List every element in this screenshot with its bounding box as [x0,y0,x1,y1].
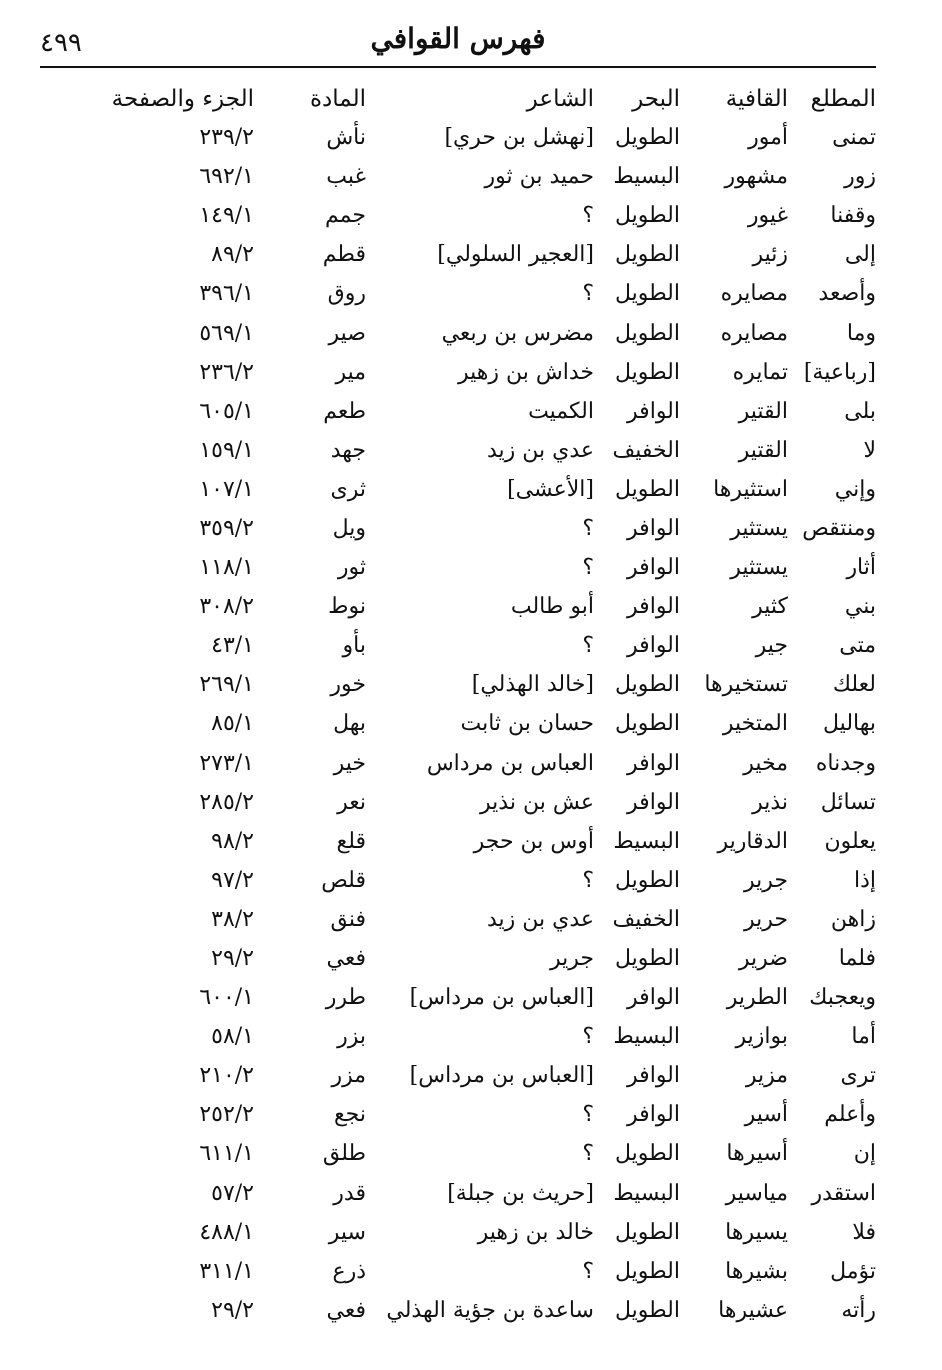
table-row [40,900,876,939]
column-header-root: المادة [310,86,366,112]
cell-poet: [العباس بن مرداس] [409,1063,594,1089]
cell-opening: بهاليل [823,711,876,737]
cell-rhyme: الطرير [726,985,788,1011]
table-body [40,118,876,1330]
cell-root: قلع [336,828,366,854]
cell-poet: [حريث بن جبلة] [447,1180,594,1206]
cell-rhyme: القتير [738,437,788,463]
cell-rhyme: حرير [744,906,788,932]
cell-root: بأو [342,633,366,659]
cell-root: خور [330,672,366,698]
cell-poet: أوس بن حجر [473,828,594,854]
cell-poet: حميد بن ثور [484,164,594,190]
cell-rhyme: بوازير [735,1024,788,1050]
cell-opening: رأته [841,1297,876,1323]
cell-rhyme: أسيرها [726,1141,788,1167]
cell-reference: ٢٦٩/١ [199,672,254,698]
cell-meter: الوافر [627,515,680,541]
cell-reference: ٢٧٣/١ [199,750,254,776]
cell-poet: ؟ [582,203,594,229]
cell-reference: ٨٩/٢ [211,242,254,268]
cell-root: قلص [321,867,366,893]
cell-reference: ٥٨/١ [211,1024,254,1050]
document-page [40,20,876,1350]
cell-rhyme: تستخيرها [704,672,788,698]
table-row [40,431,876,470]
cell-meter: الطويل [614,320,680,346]
table-row [40,1213,876,1252]
cell-reference: ٨٥/١ [211,711,254,737]
cell-poet: ؟ [582,1102,594,1128]
table-row [40,939,876,978]
table-row [40,118,876,157]
cell-poet: عدي بن زيد [486,437,594,463]
cell-poet: عدي بن زيد [486,906,594,932]
cell-rhyme: غيور [747,203,788,229]
cell-root: سير [328,1219,366,1245]
cell-poet: ؟ [582,1258,594,1284]
cell-opening: وإني [834,476,876,502]
cell-meter: الوافر [627,1102,680,1128]
table-row [40,1134,876,1173]
cell-rhyme: ضرير [738,946,788,972]
cell-root: روق [327,281,366,307]
cell-rhyme: كثير [752,594,788,620]
cell-root: ذرع [332,1258,366,1284]
cell-opening: إلى [844,242,876,268]
cell-opening: إذا [853,867,876,893]
cell-meter: الطويل [614,867,680,893]
column-header-opening: المطلع [810,86,876,112]
cell-meter: الوافر [627,789,680,815]
cell-poet: [العجير السلولي] [437,242,594,268]
cell-rhyme: يستثير [730,515,788,541]
cell-poet: حسان بن ثابت [460,711,594,737]
cell-opening: وقفنا [830,203,876,229]
cell-meter: الوافر [627,633,680,659]
table-row [40,1291,876,1330]
cell-opening: إن [853,1141,876,1167]
cell-opening: أما [851,1024,876,1050]
cell-reference: ٣٥٩/٢ [199,515,254,541]
cell-rhyme: مياسير [725,1180,788,1206]
cell-root: جهد [330,437,366,463]
cell-rhyme: نذير [752,789,788,815]
cell-opening: يعلون [824,828,876,854]
cell-poet: العباس بن مرداس [426,750,594,776]
cell-root: مير [335,359,366,385]
cell-poet: أبو طالب [510,594,594,620]
cell-opening: وما [846,320,876,346]
cell-rhyme: الدقارير [717,828,788,854]
cell-reference: ٦٠٥/١ [199,398,254,424]
cell-meter: الوافر [627,594,680,620]
cell-root: نجع [333,1102,366,1128]
cell-meter: الطويل [614,203,680,229]
cell-opening: ترى [840,1063,876,1089]
table-row [40,470,876,509]
cell-root: قدر [333,1180,366,1206]
cell-meter: الطويل [614,359,680,385]
cell-poet: ؟ [582,1024,594,1050]
cell-opening: لعلك [832,672,876,698]
header-rule [40,66,876,68]
column-header-poet: الشاعر [526,86,594,112]
cell-reference: ٦٩٢/١ [199,164,254,190]
cell-opening: استقدر [811,1180,876,1206]
cell-root: بهل [333,711,366,737]
cell-meter: الخفيف [612,906,680,932]
cell-opening: تسائل [820,789,876,815]
cell-root: نوط [328,594,366,620]
cell-reference: ٢٣٦/٢ [199,359,254,385]
cell-opening: زاهن [830,906,876,932]
cell-reference: ٦٠٠/١ [199,985,254,1011]
cell-meter: البسيط [613,164,680,190]
table-row [40,274,876,313]
cell-opening: تؤمل [830,1258,876,1284]
rhyme-index-table [40,80,876,1330]
cell-root: طلق [322,1141,366,1167]
cell-reference: ٣١١/١ [199,1258,254,1284]
cell-reference: ١٥٩/١ [199,437,254,463]
table-row [40,392,876,431]
cell-opening: لا [863,437,876,463]
cell-meter: الوافر [627,555,680,581]
cell-poet: خالد بن زهير [477,1219,594,1245]
cell-reference: ١١٨/١ [199,555,254,581]
cell-poet: عش بن نذير [480,789,594,815]
cell-opening: بلى [844,398,876,424]
table-row [40,744,876,783]
cell-rhyme: بشيرها [725,1258,788,1284]
cell-meter: البسيط [613,1024,680,1050]
cell-poet: مضرس بن ربعي [441,320,594,346]
cell-reference: ١٠٧/١ [199,476,254,502]
cell-root: مزر [331,1063,366,1089]
cell-meter: الطويل [614,672,680,698]
cell-root: فعي [326,946,366,972]
cell-root: قطم [322,242,366,268]
cell-rhyme: يستثير [730,555,788,581]
table-row [40,704,876,743]
table-row [40,509,876,548]
cell-poet: [نهشل بن حري] [444,125,594,151]
table-row [40,157,876,196]
table-row [40,1252,876,1291]
cell-reference: ٢٩/٢ [211,1297,254,1323]
cell-reference: ٩٨/٢ [211,828,254,854]
column-header-reference: الجزء والصفحة [111,86,254,112]
table-row [40,353,876,392]
cell-opening: [رباعية] [803,359,876,385]
cell-rhyme: تمايره [732,359,788,385]
table-row [40,313,876,352]
page-number: ٤٩٩ [40,28,82,58]
cell-meter: الوافر [627,985,680,1011]
cell-poet: جرير [550,946,594,972]
cell-meter: الطويل [614,1141,680,1167]
cell-rhyme: جير [755,633,788,659]
cell-root: بزر [337,1024,366,1050]
cell-reference: ٣٠٨/٢ [199,594,254,620]
cell-rhyme: القتير [738,398,788,424]
table-row [40,822,876,861]
cell-reference: ٣٩٦/١ [199,281,254,307]
table-row [40,196,876,235]
cell-opening: وأصعد [818,281,876,307]
cell-meter: الطويل [614,711,680,737]
cell-root: نعر [337,789,366,815]
cell-opening: أثار [846,555,876,581]
cell-poet: [الأعشى] [507,476,594,502]
cell-poet: خداش بن زهير [458,359,594,385]
cell-root: خير [333,750,366,776]
cell-reference: ٤٨٨/١ [199,1219,254,1245]
table-row [40,1095,876,1134]
cell-meter: الطويل [614,1297,680,1323]
cell-meter: الطويل [614,946,680,972]
cell-opening: فلا [852,1219,876,1245]
cell-root: جمم [325,203,366,229]
table-row [40,783,876,822]
cell-opening: متى [839,633,876,659]
cell-opening: زور [844,164,876,190]
table-row [40,235,876,274]
table-row [40,978,876,1017]
cell-rhyme: استثيرها [713,476,788,502]
cell-meter: الطويل [614,1258,680,1284]
cell-reference: ٣٨/٢ [211,906,254,932]
table-row [40,587,876,626]
cell-meter: الوافر [627,1063,680,1089]
cell-meter: الطويل [614,242,680,268]
cell-reference: ٦١١/١ [199,1141,254,1167]
cell-poet: ساعدة بن جؤية الهذلي [386,1297,594,1323]
cell-root: طعم [323,398,366,424]
cell-rhyme: مزير [745,1063,788,1089]
cell-rhyme: أمور [748,125,788,151]
table-row [40,1017,876,1056]
column-header-meter: البحر [632,86,680,112]
cell-opening: وجدناه [815,750,876,776]
cell-reference: ٥٧/٢ [211,1180,254,1206]
cell-poet: ؟ [582,515,594,541]
cell-poet: ؟ [582,867,594,893]
cell-meter: الطويل [614,1219,680,1245]
cell-meter: الطويل [614,281,680,307]
cell-reference: ٢٩/٢ [211,946,254,972]
cell-poet: ؟ [582,555,594,581]
cell-rhyme: مصايره [720,320,788,346]
cell-meter: الخفيف [612,437,680,463]
cell-rhyme: مشهور [724,164,788,190]
cell-root: ثور [337,555,366,581]
cell-meter: الطويل [614,125,680,151]
cell-rhyme: المتخير [722,711,788,737]
cell-meter: الوافر [627,398,680,424]
cell-root: فعي [326,1297,366,1323]
table-row [40,626,876,665]
cell-opening: ويعجبك [809,985,876,1011]
cell-poet: الكميت [528,398,594,424]
cell-meter: الوافر [627,750,680,776]
cell-root: ثرى [330,476,366,502]
cell-poet: [العباس بن مرداس] [409,985,594,1011]
cell-reference: ٥٦٩/١ [199,320,254,346]
cell-reference: ١٤٩/١ [199,203,254,229]
cell-poet: [خالد الهذلي] [471,672,594,698]
cell-opening: بني [844,594,876,620]
cell-root: ويل [332,515,366,541]
cell-reference: ٢٨٥/٢ [199,789,254,815]
cell-reference: ٢٣٩/٢ [199,125,254,151]
cell-opening: ومنتقص [802,515,876,541]
cell-meter: البسيط [613,828,680,854]
page-header [40,20,876,66]
cell-rhyme: جرير [744,867,788,893]
cell-root: فنق [330,906,366,932]
cell-opening: فلما [838,946,876,972]
cell-root: غبب [326,164,366,190]
table-row [40,861,876,900]
table-header-row [40,80,876,118]
cell-rhyme: زئير [752,242,788,268]
cell-reference: ٩٧/٢ [211,867,254,893]
page-title: فهرس القوافي [370,22,546,55]
cell-poet: ؟ [582,1141,594,1167]
cell-reference: ٢١٠/٢ [199,1063,254,1089]
table-row [40,665,876,704]
cell-rhyme: أسير [744,1102,788,1128]
cell-rhyme: يسيرها [725,1219,788,1245]
cell-opening: وأعلم [824,1102,876,1128]
cell-reference: ٢٥٢/٢ [199,1102,254,1128]
cell-rhyme: مخير [743,750,788,776]
cell-reference: ٤٣/١ [211,633,254,659]
table-row [40,1174,876,1213]
cell-root: صير [328,320,366,346]
cell-meter: البسيط [613,1180,680,1206]
cell-root: طرر [325,985,366,1011]
table-row [40,1056,876,1095]
cell-root: نأش [326,125,366,151]
cell-poet: ؟ [582,281,594,307]
cell-meter: الطويل [614,476,680,502]
cell-opening: تمنى [832,125,876,151]
column-header-rhyme: القافية [725,86,788,112]
cell-rhyme: مصايره [720,281,788,307]
cell-rhyme: عشيرها [718,1297,788,1323]
cell-poet: ؟ [582,633,594,659]
table-row [40,548,876,587]
